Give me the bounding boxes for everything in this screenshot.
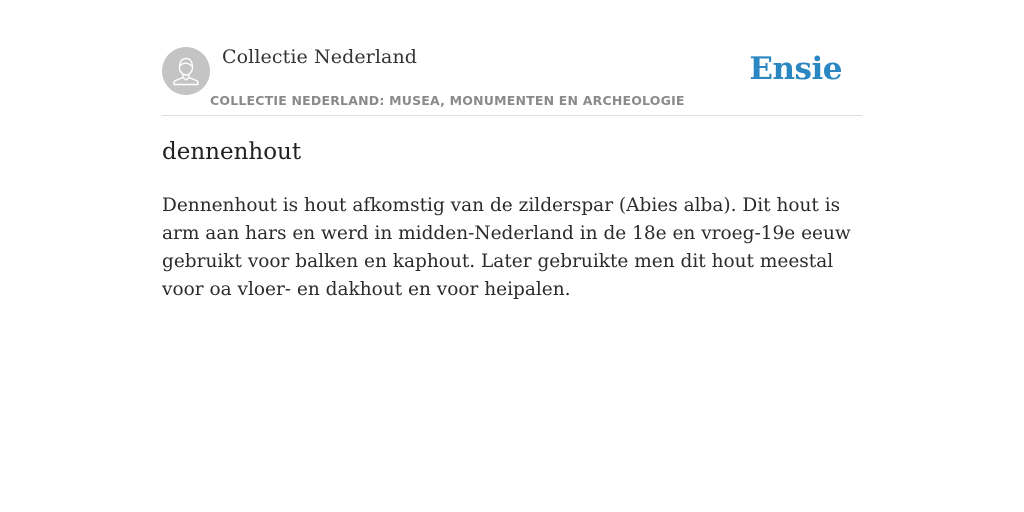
entry-header <box>162 0 862 116</box>
author-name[interactable]: Collectie Nederland <box>222 46 418 68</box>
entry-definition: Dennenhout is hout afkomstig van de zilderspar (Abies alba). Dit hout is arm aan hars en werd in midden-Nederland in de 18e en vroeg-19e eeuw gebruikt voor balken en kaphout. Later gebruikte men dit hout meestal voor oa vloer- en dakhout en voor heipalen. <box>162 195 851 300</box>
entry-title: dennenhout <box>162 139 302 165</box>
page-container <box>162 0 862 512</box>
user-icon <box>162 47 210 95</box>
brand-logo[interactable]: Ensie <box>749 51 842 87</box>
author-subtitle[interactable]: COLLECTIE NEDERLAND: MUSEA, MONUMENTEN EN ARCHEOLOGIE <box>210 93 685 108</box>
author-avatar[interactable] <box>162 47 210 95</box>
